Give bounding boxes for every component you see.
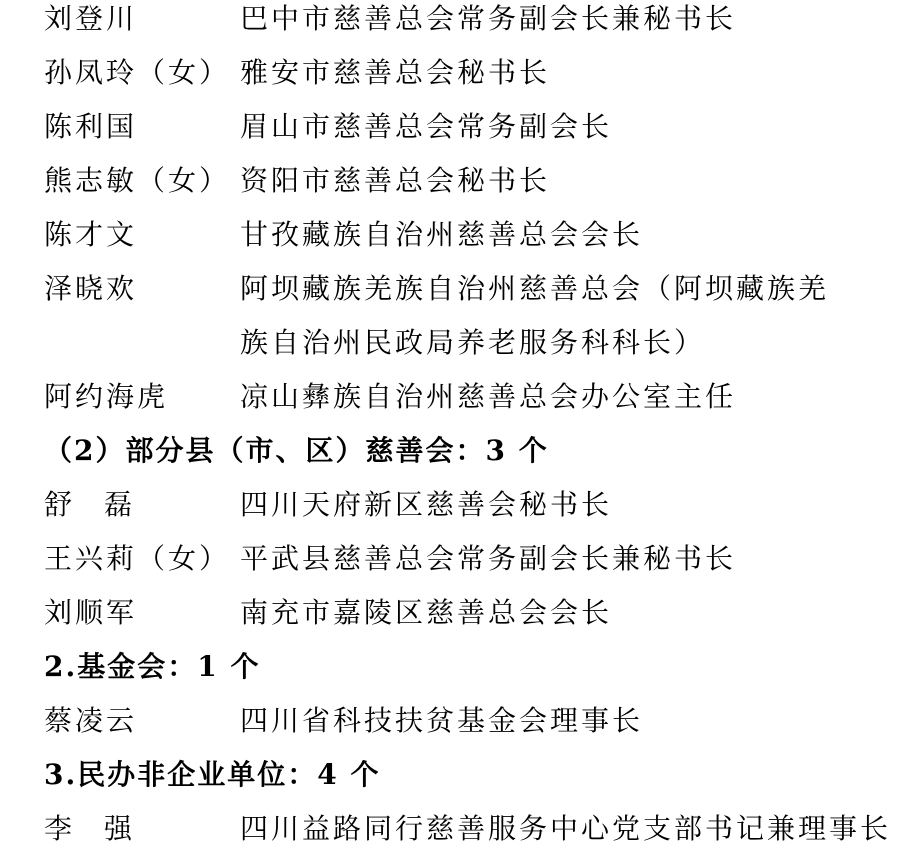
list-item [0,586,914,640]
list-item [0,208,914,262]
person-name: 刘顺军 [44,596,138,629]
list-item [0,370,914,424]
list-item [0,694,914,748]
list-item [0,802,914,856]
person-name: 蔡凌云 [44,704,138,737]
person-name: 李强 [44,812,165,845]
list-item [0,46,914,100]
person-title: 凉山彝族自治州慈善总会办公室主任 [240,380,737,413]
person-title: 阿坝藏族羌族自治州慈善总会（阿坝藏族羌 [240,272,830,305]
list-item [0,262,914,316]
person-title: 四川天府新区慈善会秘书长 [240,488,613,521]
person-name: 阿约海虎 [44,380,169,413]
section-heading: 3.民办非企业单位：4 个 [44,758,381,791]
person-name: 熊志敏（女） [44,164,231,197]
list-item [0,478,914,532]
person-name: 刘登川 [44,2,138,35]
list-item [0,100,914,154]
person-title: 甘孜藏族自治州慈善总会会长 [240,218,644,251]
list-item [0,0,914,46]
list-item-continuation [0,316,914,370]
person-title: 雅安市慈善总会秘书长 [240,56,551,89]
person-name: 泽晓欢 [44,272,138,305]
person-name: 孙凤玲（女） [44,56,231,89]
list-item [0,154,914,208]
list-item [0,532,914,586]
section-heading: （2）部分县（市、区）慈善会：3 个 [44,434,549,467]
person-name: 陈利国 [44,110,138,143]
person-name: 舒磊 [44,488,165,521]
person-title: 资阳市慈善总会秘书长 [240,164,551,197]
person-name: 王兴莉（女） [44,542,231,575]
person-title: 四川省科技扶贫基金会理事长 [240,704,644,737]
person-title: 眉山市慈善总会常务副会长 [240,110,613,143]
person-title: 巴中市慈善总会常务副会长兼秘书长 [240,2,737,35]
person-title: 平武县慈善总会常务副会长兼秘书长 [240,542,737,575]
person-title-continuation: 族自治州民政局养老服务科科长） [240,326,706,359]
person-title: 南充市嘉陵区慈善总会会长 [240,596,613,629]
section-heading: 2.基金会：1 个 [44,650,261,683]
person-name: 陈才文 [44,218,138,251]
person-title: 四川益路同行慈善服务中心党支部书记兼理事长 [240,812,892,845]
